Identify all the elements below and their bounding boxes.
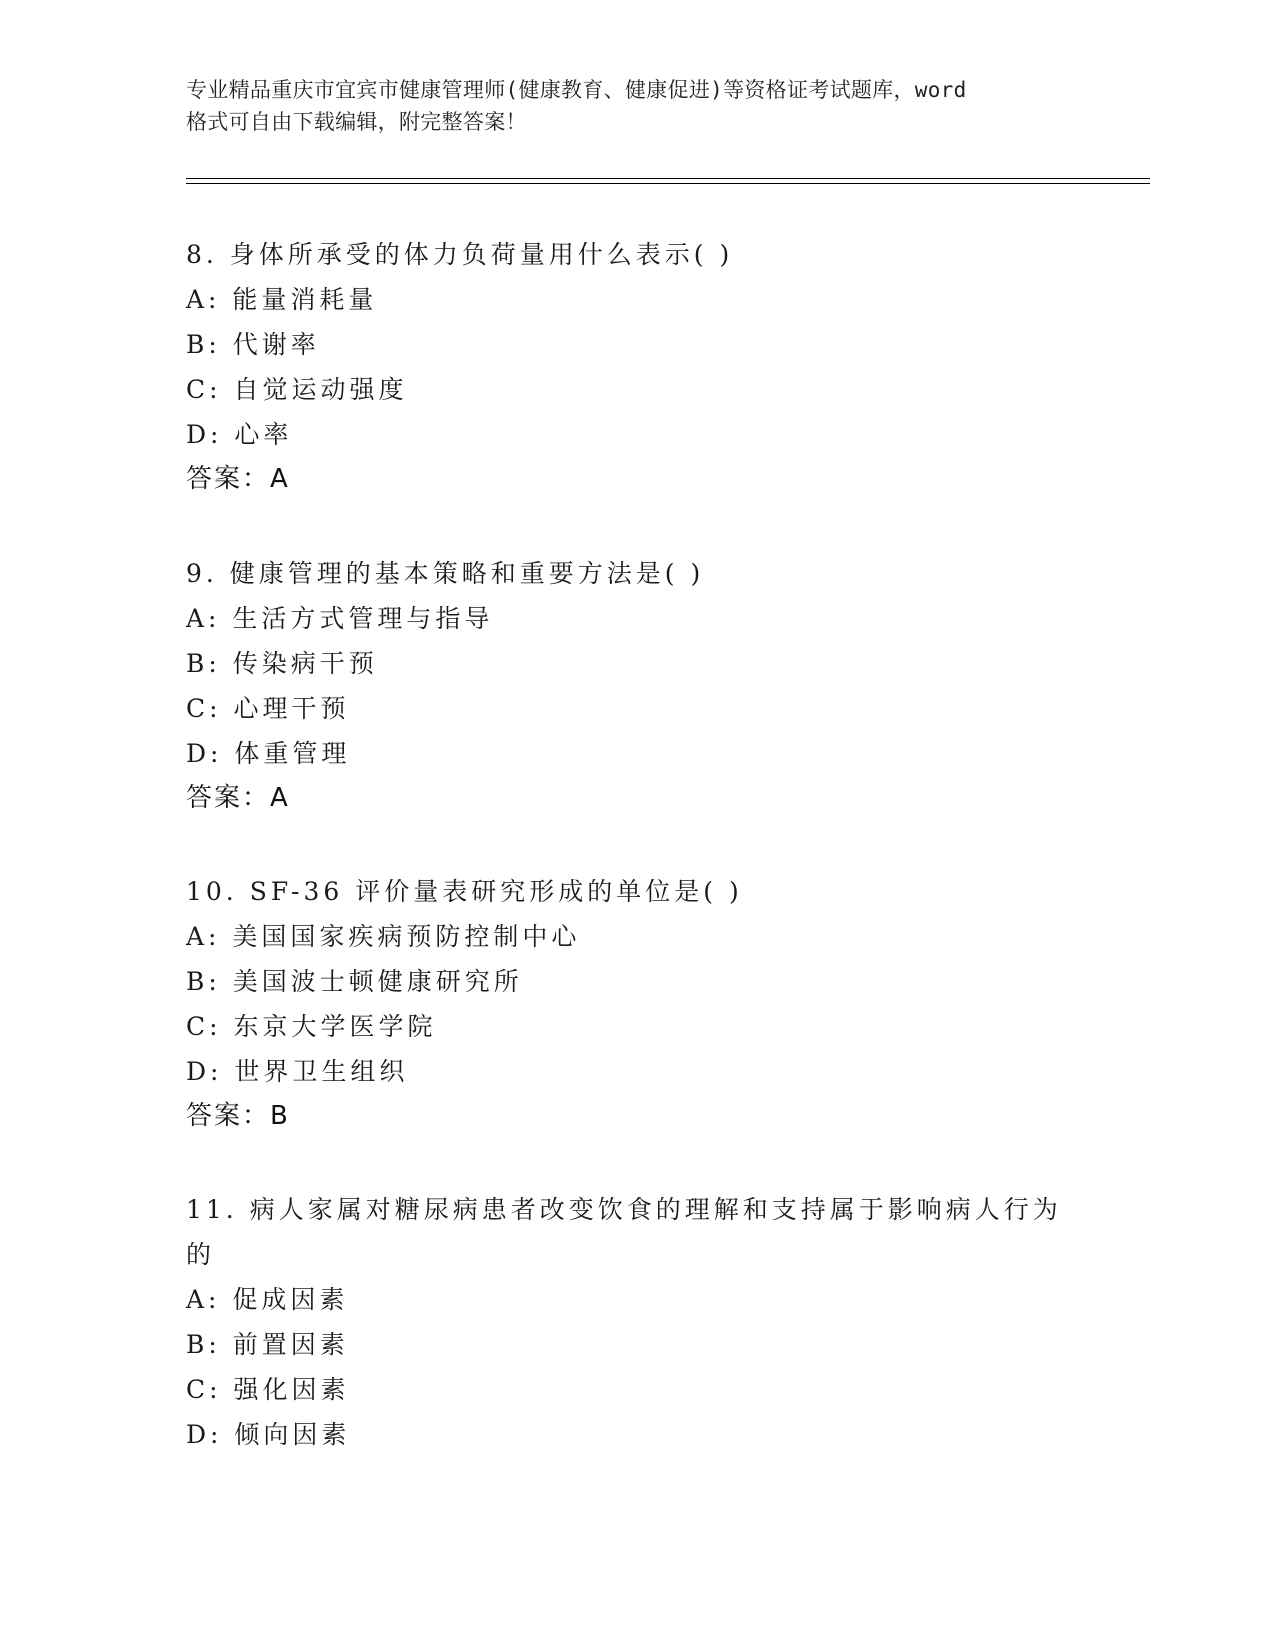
header-line-1: 专业精品重庆市宜宾市健康管理师(健康教育、健康促进)等资格证考试题库，word [186,78,967,102]
option-c: C: 东京大学医学院 [186,1012,437,1041]
document-header [186,74,1086,138]
option-d: D: 倾向因素 [186,1420,351,1449]
answer-label: 答案：A [186,783,290,813]
option-d: D: 心率 [186,420,293,449]
option-b: B: 前置因素 [186,1330,349,1359]
question-stem-continued: 的 [186,1240,216,1269]
option-c: C: 强化因素 [186,1375,350,1404]
option-c: C: 自觉运动强度 [186,375,408,404]
question-9 [186,551,1086,821]
question-stem: 11. 病人家属对糖尿病患者改变饮食的理解和支持属于影响病人行为 [186,1195,1062,1224]
header-divider-top [186,178,1150,179]
question-stem: 9. 健康管理的基本策略和重要方法是( ) [186,559,705,588]
option-a: A: 美国国家疾病预防控制中心 [186,922,581,951]
option-b: B: 代谢率 [186,330,320,359]
option-b: B: 美国波士顿健康研究所 [186,967,523,996]
option-c: C: 心理干预 [186,694,350,723]
question-10 [186,869,1086,1139]
option-a: A: 生活方式管理与指导 [186,604,494,633]
question-11 [186,1187,1086,1457]
option-b: B: 传染病干预 [186,649,378,678]
answer-label: 答案：B [186,1101,290,1131]
question-stem: 10. SF-36 评价量表研究形成的单位是( ) [186,877,743,906]
header-line-2: 格式可自由下载编辑，附完整答案！ [186,110,527,134]
option-a: A: 能量消耗量 [186,285,378,314]
option-d: D: 世界卫生组织 [186,1057,409,1086]
question-stem: 8. 身体所承受的体力负荷量用什么表示( ) [186,240,734,269]
option-a: A: 促成因素 [186,1285,349,1314]
option-d: D: 体重管理 [186,739,351,768]
answer-label: 答案：A [186,464,290,494]
header-divider-bottom [186,183,1150,184]
question-8 [186,232,1086,502]
